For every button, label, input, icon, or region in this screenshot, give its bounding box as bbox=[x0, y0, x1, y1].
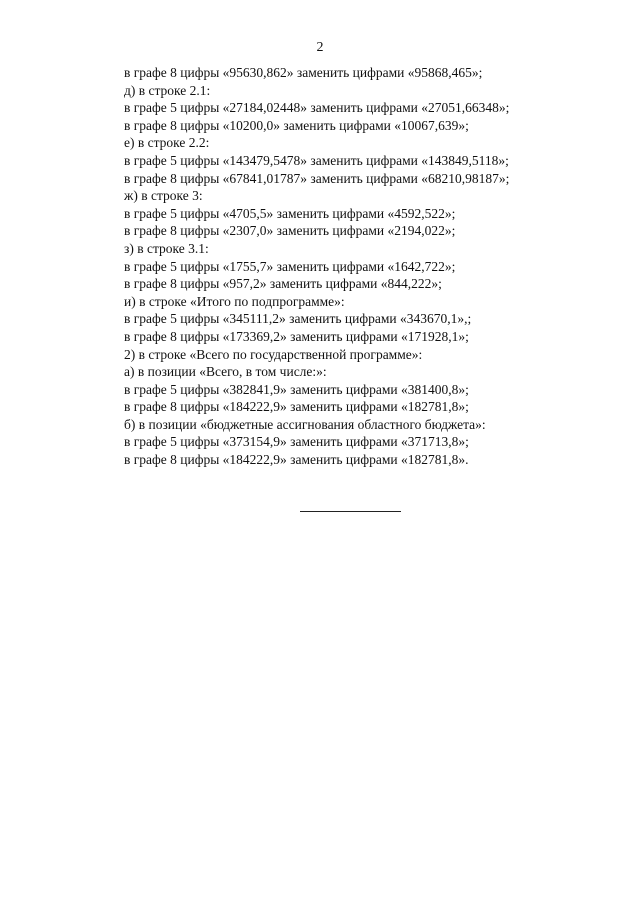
text-line: в графе 5 цифры «373154,9» заменить цифрами «371713,8»; bbox=[124, 434, 469, 450]
text-line: в графе 8 цифры «67841,01787» заменить цифрами «68210,98187»; bbox=[124, 170, 510, 186]
text-line: в графе 5 цифры «382841,9» заменить цифрами «381400,8»; bbox=[124, 381, 469, 397]
text-line: в графе 5 цифры «345111,2» заменить цифрами «343670,1»,; bbox=[124, 311, 472, 327]
text-line: д) в строке 2.1: bbox=[124, 82, 211, 98]
separator-line bbox=[300, 511, 401, 512]
text-line: в графе 5 цифры «27184,02448» заменить цифрами «27051,66348»; bbox=[124, 100, 510, 116]
text-line: в графе 5 цифры «1755,7» заменить цифрами «1642,722»; bbox=[124, 258, 456, 274]
text-line: в графе 8 цифры «95630,862» заменить цифрами «95868,465»; bbox=[124, 65, 483, 80]
document-body bbox=[124, 64, 584, 469]
text-line: в графе 8 цифры «10200,0» заменить цифрами «10067,639»; bbox=[124, 117, 469, 133]
text-line: 2) в строке «Всего по государственной программе»: bbox=[124, 346, 423, 362]
text-line: з) в строке 3.1: bbox=[124, 240, 209, 256]
text-line: в графе 5 цифры «4705,5» заменить цифрами «4592,522»; bbox=[124, 205, 456, 221]
text-line: е) в строке 2.2: bbox=[124, 135, 210, 151]
page-number: 2 bbox=[316, 40, 324, 55]
text-line: б) в позиции «бюджетные ассигнования областного бюджета»: bbox=[124, 416, 486, 432]
text-line: в графе 8 цифры «173369,2» заменить цифрами «171928,1»; bbox=[124, 328, 469, 344]
text-line: а) в позиции «Всего, в том числе:»: bbox=[124, 364, 327, 380]
text-line: в графе 8 цифры «2307,0» заменить цифрами «2194,022»; bbox=[124, 223, 456, 239]
text-line: в графе 8 цифры «957,2» заменить цифрами «844,222»; bbox=[124, 276, 442, 292]
text-line: в графе 5 цифры «143479,5478» заменить цифрами «143849,5118»; bbox=[124, 152, 509, 168]
text-line: и) в строке «Итого по подпрограмме»: bbox=[124, 293, 345, 309]
text-line: ж) в строке 3: bbox=[124, 188, 203, 204]
text-line: в графе 8 цифры «184222,9» заменить цифрами «182781,8». bbox=[124, 452, 469, 468]
text-line: в графе 8 цифры «184222,9» заменить цифрами «182781,8»; bbox=[124, 399, 469, 415]
